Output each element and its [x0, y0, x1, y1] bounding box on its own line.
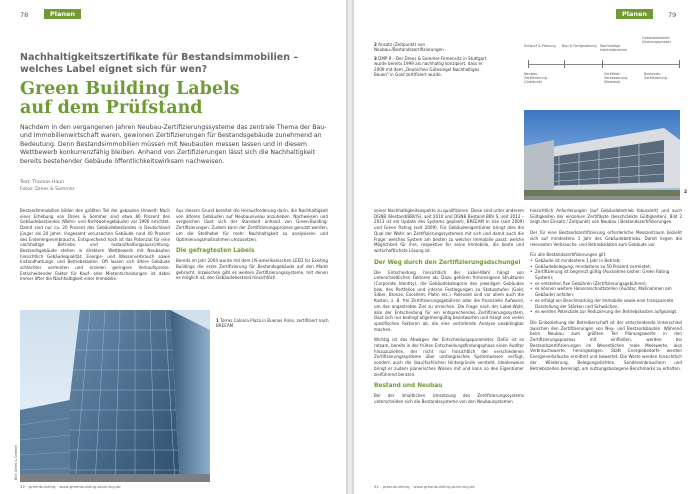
image-credit-vertical: Bild: Drees & Sommer — [14, 444, 18, 480]
diagram-label-3: Nachhaltige Inbetriebnahme — [600, 44, 628, 53]
list-item: • Gebäudebelegung: mindestens zu 50 Prozent vermietet; — [530, 264, 682, 270]
caption-2-text: Ansatz (Zeitpunkt) von Neubau-/Bestandszertifizierungen — [374, 42, 444, 53]
column-3-text-4: Bei der inhaltlichen Umsetzung des Zertifizierungssystems unterscheiden sich die Bestandssysteme von den Neubausystemen — [374, 393, 524, 404]
caption-3-number: 3 — [374, 56, 377, 61]
body-column-1: Bestandimmobilien bilden den größten Teil der gebauten Umwelt: Nach einer Erhebung von Drees & Sommer sind etwa 80 Prozent des Gebäudebestandes (Wohn- und Nichtwohngebäude) vor 1990 errichtet. Damit sind nur ca. 20 Prozent des Gebäudebestandes in Deutschland jünger als 20 Jahre. Insgesamt verursachen Gebäude rund 40 Prozent des Endenergieverbrauchs. Entsprechend hoch ist das Potenzial für eine nachhaltige Betriebs- und Instandhaltungsausrichtung. Bestandsgebäude stehen in direktem Wettbewerb mit Neubauten hinsichtlich Gebäudequalität, Energie- und Wasserverbrauch sowie Instandhaltungs- und Betriebskosten. Oft lassen sich ältere Gebäude schlechter vermieten und erzielen geringere Verkaufspreise. Entscheidender Faktor für Kauf- oder Mietentscheidungen ist dabei immer öfter die Nachhaltigkeit einer Immobilie. — [20, 208, 170, 282]
subheading-zertifizierungsdschungel: Der Weg durch den Zertifizierungsdschungel — [374, 259, 521, 266]
page-gutter — [346, 0, 354, 494]
photo-torres-colonia-plaza — [20, 310, 210, 482]
right-page — [354, 0, 700, 494]
diagram-label-6: Zertifikat-Verbesserung (Bestand) — [604, 72, 628, 85]
timeline-tick-1 — [528, 60, 529, 68]
column-2-text-2: Bereits im Jahr 2004 wurde mit dem US-amerikanischen LEED for Existing Buildings die erste Zertifizierung für Bestandsgebäude auf den Markt gebracht. Inzwischen gibt es weitere Zertifizierungssysteme, mit denen es möglich ist, den Gebäudebestand hinsichtlich — [176, 258, 328, 281]
list-item: • Zertifizierung ist begrenzt gültig (Ausnahme bisher: Green Rating System); — [530, 269, 682, 280]
page-number-right: 79 — [668, 11, 677, 19]
list-item: • es erfolgt ein Benchmarking der Immobilie sowie eine transparente Darstellung der Stärken und Schwächen, — [530, 298, 682, 309]
diagram-label-7: Bestands-Zertifizierung — [644, 72, 667, 81]
column-3-text: seiner Nachhaltigkeitsaspekte zu qualifizieren. Diese sind unter anderem DGNB (Bestand/BBV/S), seit 2010 und DGNB Bestand BBV S, seit 2012 – 2013 ist ein Update des Systems geplant), BREEAM In Use (seit 2009) und Green Rating (seit 2009). Für Gebäudeeigentümer bringt dies die Qual der Wahl: an Zertifizierungssystemen mit sich und damit auch die Frage: welches System am besten zu welcher Immobilie passt, welche Möglichkeit für ihre, respektive für seine Immobilie, die beste und wirtschaftlichste Lösung ist. — [374, 208, 524, 253]
column-4-text: hinsichtlich Anforderungen (auf Gebäudebetrieb fokussiert) und auch Gültigkeiten der einzelnen Zertifikate (beschränkte Gültigkeiten). Bild 2 zeigt den Einsatz / Zeitpunkt) von Neubau / Bestandszertifizierungen. — [530, 208, 682, 225]
column-4-text-2: Der für eine Bestandszertifizierung erforderliche Messzeitraum bezieht sich auf mindestens 1 Jahr des Gebäudebetriebs. Damit liegen die relevanten Verbrauchs- und Betriebsdaten zum Gebäude vor. — [530, 230, 682, 247]
footer-right: 92 · greenbuilding · www.greenbuilding-planning.de — [374, 484, 475, 489]
section-tab-left: Planen — [44, 9, 81, 19]
caption-3-text: DMP 9 – Der Drees & Sommer-Firmensitz in Stuttgart wurde bereits 1999 als nachhaltig konzipiert, dass er 2009 mit dem „Deutschen Gütesiegel Nachhaltiges Bauen“ in Gold zertifiziert wurde. — [374, 56, 487, 77]
subheading-bestand-neubau: Bestand und Neubau — [374, 383, 443, 390]
certification-timeline-diagram — [524, 30, 684, 100]
section-tab-right: Planen — [616, 9, 653, 19]
column-3-text-3: Wichtig ist das Abwägen der Entscheidungsparameter. Dafür ist es ratsam, bereits in der frühen Entscheidungsfindungsphase einen Auditor hinzuzuziehen, der nicht nur hinsichtlich der verschiedenen Zertifizierungssysteme über umfangreiches Systemwissen verfügt, sondern auch die (bau)fachlichen Hintergründe versteht. Idealerweise bringt er zudem planerisches Wissen mit und kann so den Eigentümer zielführend beraten. — [374, 337, 524, 377]
page-number-left: 78 — [20, 11, 29, 19]
caption-3 — [374, 56, 494, 77]
subheading-labels: Die gefragtesten Labels — [176, 248, 255, 255]
list-item: • es entstehen fixe Gebühren (Zertifizierungsgebühren); — [530, 281, 682, 287]
diagram-label-4: Gebäudebetrieb (Nutzungsphase) — [642, 36, 671, 45]
timeline-axis — [528, 64, 680, 65]
list-item: • Gebäude ist mindestens 1 Jahr in Betrieb; — [530, 258, 682, 264]
footer-left: 92 · greenbuilding · www.greenbuilding-planning.de — [20, 484, 121, 489]
photo-2-label: 2 — [684, 190, 688, 195]
photo-dmp9-building — [524, 110, 680, 200]
body-column-3 — [374, 208, 524, 405]
body-column-2 — [176, 208, 328, 281]
list-item: • es können weitere Honorarschnittstellen (Auditor, Maßnahmen am Gebäude) anfallen; — [530, 286, 682, 297]
article-lead: Nachdem in den vergangenen Jahren Neubau-Zertifizierungssysteme das zentrale Thema der Bau- und Immobilienwirtschaft waren, gewinnen Zertifizierungen für Bestandsgebäude zunehmend an Bedeutung. Denn Bestandsimmobilien müssen mit Neubauten messen lassen und in diesem Wettbewerb konkurrenzfähig bleiben. Anhand von Zertifizierungen lässt sich die Nachhaltigkeit bereits bestehender Gebäude öffentlichkeitswirksam nachweisen. — [20, 124, 327, 165]
timeline-tick-4 — [679, 60, 680, 68]
building-glass-facade-image — [20, 310, 210, 482]
column-4-list-intro: Für alle Bestandszertifizierungen gilt: — [530, 252, 607, 258]
column-4-text-3: Die Einbeziehung der Betreiberschaft ist der entscheidende Unterschied zwischen den Zertifizierungen von Neu- und Bestandsbauten. Während beim Neubau zum größten Teil Planungswerte in den Zertifizierungsprozess mit einfließen, werden bei Bestandszertifizierungen im Wesentlichen reale Messwerte, also Verbrauchswerte, herangezogen. Statt Energiebedarfe werden Energieverbräuche ermittelt und bewertet. Die Werte werden hinsichtlich der Wiederung, Belegungsdichten, Sondereinbrauchern und Betriebszeiten bereinigt, um nutzungsbezogene Benchmarks zu erhalten. — [530, 319, 682, 371]
office-building-image — [524, 110, 680, 200]
photo-credit: Fotos: Drees & Sommer — [20, 187, 75, 192]
body-column-4 — [530, 208, 682, 371]
timeline-tick-2 — [564, 60, 565, 68]
left-page — [0, 0, 346, 494]
article-title: Green Building Labels auf dem Prüfstand — [20, 79, 240, 118]
caption-2-number: 2 — [374, 42, 377, 47]
diagram-label-2: Bau & Fertigstellung — [562, 44, 597, 48]
diagram-label-1: Entwurf & Planung — [524, 44, 556, 48]
column-2-text: Aus diesem Grund bereitet die Herausforderung darin, die Nachhaltigkeit von älteren Gebäuden auf Neubauniveau anzuheben. Nachweisen und vergleichen lässt sich der Standard anhand von Green-Building-Zertifizierungen. Zudem kann der Zertifizierungsprozess genutzt werden, um die Stellhebel für mehr Nachhaltigkeit zu analysieren und Optimierungsmaßnahmen umzusetzen. — [176, 208, 328, 242]
list-item: • es werden Potenziale zur Reduzierung der Betriebskosten aufgezeigt. — [530, 309, 682, 315]
timeline-tick-3 — [602, 60, 603, 68]
requirements-list — [530, 258, 682, 315]
caption-1-number: 1 — [216, 318, 219, 323]
author-credit: Text: Thomas Haun — [20, 180, 65, 185]
diagram-label-5: Neubau-Zertifizierung (Gebäude) — [524, 72, 547, 85]
caption-1 — [216, 318, 336, 329]
caption-1-text: Torres Colonia Plaza in Buenos Aires, zertifiziert nach BREEAM — [216, 318, 329, 329]
caption-2 — [374, 42, 494, 53]
column-3-text-2: Die Entscheidung hinsichtlich der Label-Wahl hängt von unterschiedlichen Faktoren ab: Dazu gehören firmeneigene Strukturen (Corporate Identity), die Gebäudekategorie des jeweiligen Gebäudes bzw. des Portfolios und interne Festlegungen zu Statusstufen (Gold, Silber, Bronze, Excellent, Platin etc.). Relevant sind vor allem auch die Kosten, z. B. frei Zertifizierungsgebühren oder die finanzielle Aufwand, um das angestrebte Ziel zu erreichen. Die Frage nach der Label-Wahl, also der Entscheidung für ein entsprechendes Zertifizierungssystem, lässt sich nur bedingt allgemeingültig beantworten und hängt von vielen spezifischen Faktoren ab, die eine vertiefende Analyse unabdingbar machen. — [374, 269, 524, 332]
article-kicker: Nachhaltigkeitszertifikate für Bestandsimmobilien – welches Label eignet sich für wen? — [20, 52, 299, 75]
